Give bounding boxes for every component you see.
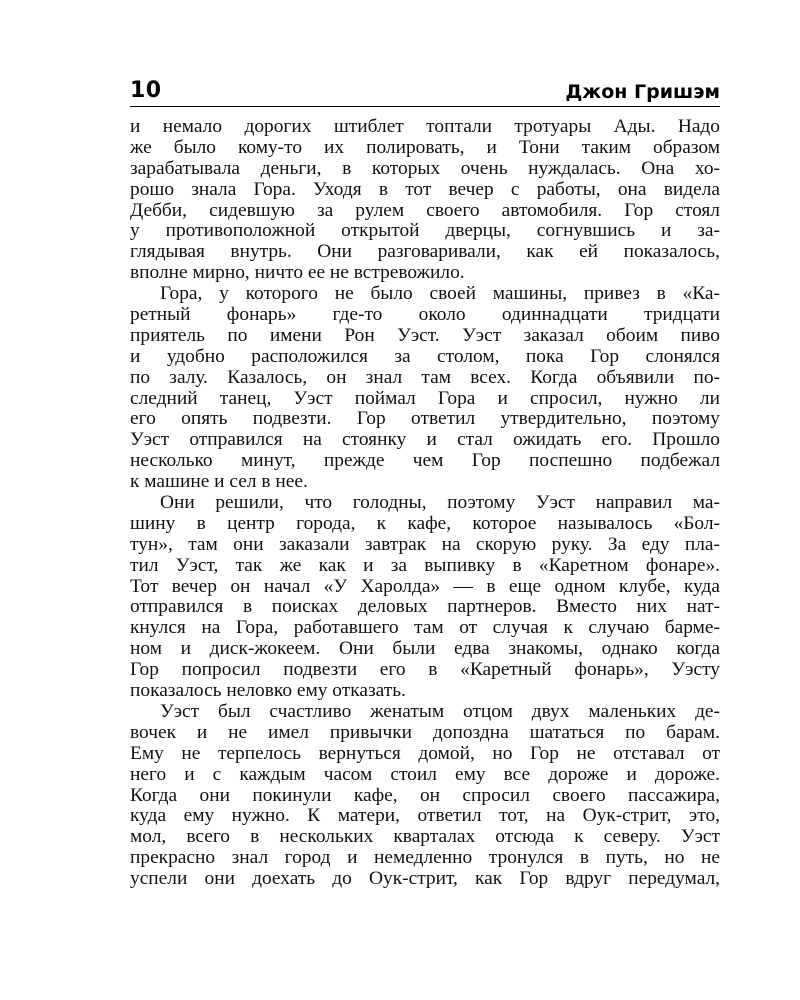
text-line: ретный фонарь» где-то около одиннадцати тридцати xyxy=(130,304,720,326)
page-header xyxy=(130,78,720,107)
text-line: мол, всего в нескольких кварталах отсюда к северу. Уэст xyxy=(130,826,720,848)
text-line: него и с каждым часом стоил ему все дороже и дороже. xyxy=(130,763,720,785)
text-line: следний танец, Уэст поймал Гора и спросил, нужно ли xyxy=(130,387,720,409)
text-line: к машине и сел в нее. xyxy=(130,471,308,493)
paragraph xyxy=(130,493,720,702)
text-line: Тот вечер он начал «У Харолда» — в еще одном клубе, куда xyxy=(130,575,720,597)
text-line: Гора, у которого не было своей машины, привез в «Ка- xyxy=(160,283,720,305)
running-title: Джон Гришэм xyxy=(565,81,720,103)
text-line: приятель по имени Рон Уэст. Уэст заказал обоим пиво xyxy=(130,324,720,346)
text-line: тун», там они заказали завтрак на скорую руку. За еду пла- xyxy=(130,533,720,555)
text-line: шину в центр города, к кафе, которое называлось «Бол- xyxy=(130,512,720,534)
text-line: отправился в поисках деловых партнеров. Вместо них нат- xyxy=(130,596,720,618)
text-line: Они решили, что голодны, поэтому Уэст направил ма- xyxy=(160,492,720,514)
text-line: зарабатывала деньги, в которых очень нуждалась. Она хо- xyxy=(130,157,720,179)
text-line: куда ему нужно. К матери, ответил тот, на Оук-стрит, это, xyxy=(130,805,720,827)
page-number: 10 xyxy=(130,78,162,103)
paragraph xyxy=(130,284,720,493)
text-line: Дебби, сидевшую за рулем своего автомобиля. Гор стоял xyxy=(130,199,720,221)
book-page xyxy=(130,78,720,890)
text-line: вполне мирно, ничто ее не встревожило. xyxy=(130,262,465,284)
text-line: у противоположной открытой дверцы, согнувшись и за- xyxy=(130,220,720,242)
text-line: и немало дорогих штиблет топтали тротуары Ады. Надо xyxy=(130,116,720,137)
text-line: рошо знала Гора. Уходя в тот вечер с работы, она видела xyxy=(130,178,720,200)
text-line: и удобно расположился за столом, пока Гор слонялся xyxy=(130,345,720,367)
text-line: Гор попросил подвезти его в «Каретный фонарь», Уэсту xyxy=(130,659,720,681)
text-line: же было кому-то их полировать, и Тони таким образом xyxy=(130,136,720,158)
text-line: глядывая внутрь. Они разговаривали, как ей показалось, xyxy=(130,241,720,263)
paragraph xyxy=(130,702,720,890)
text-line: успели они доехать до Оук-стрит, как Гор вдруг передумал, xyxy=(130,868,720,890)
text-line: его опять подвезти. Гор ответил утвердительно, поэтому xyxy=(130,408,720,430)
body-text xyxy=(130,117,720,890)
text-line: Уэст был счастливо женатым отцом двух маленьких де- xyxy=(160,700,720,722)
text-line: кнулся на Гора, работавшего там от случая к случаю барме- xyxy=(130,617,720,639)
text-line: несколько минут, прежде чем Гор поспешно подбежал xyxy=(130,450,720,472)
text-line: ном и диск-жокеем. Они были едва знакомы, однако когда xyxy=(130,638,720,660)
text-line: Уэст отправился на стоянку и стал ожидать его. Прошло xyxy=(130,429,720,451)
text-line: тил Уэст, так же как и за выпивку в «Каретном фонаре». xyxy=(130,554,720,576)
text-line: прекрасно знал город и немедленно тронулся в путь, но не xyxy=(130,847,720,869)
text-line: показалось неловко ему отказать. xyxy=(130,680,406,702)
text-line: по залу. Казалось, он знал там всех. Когда объявили по- xyxy=(130,366,720,388)
text-line: Ему не терпелось вернуться домой, но Гор не отставал от xyxy=(130,742,720,764)
text-line: Когда они покинули кафе, он спросил своего пассажира, xyxy=(130,784,720,806)
text-line: вочек и не имел привычки допоздна шататься по барам. xyxy=(130,721,720,743)
paragraph xyxy=(130,117,720,284)
